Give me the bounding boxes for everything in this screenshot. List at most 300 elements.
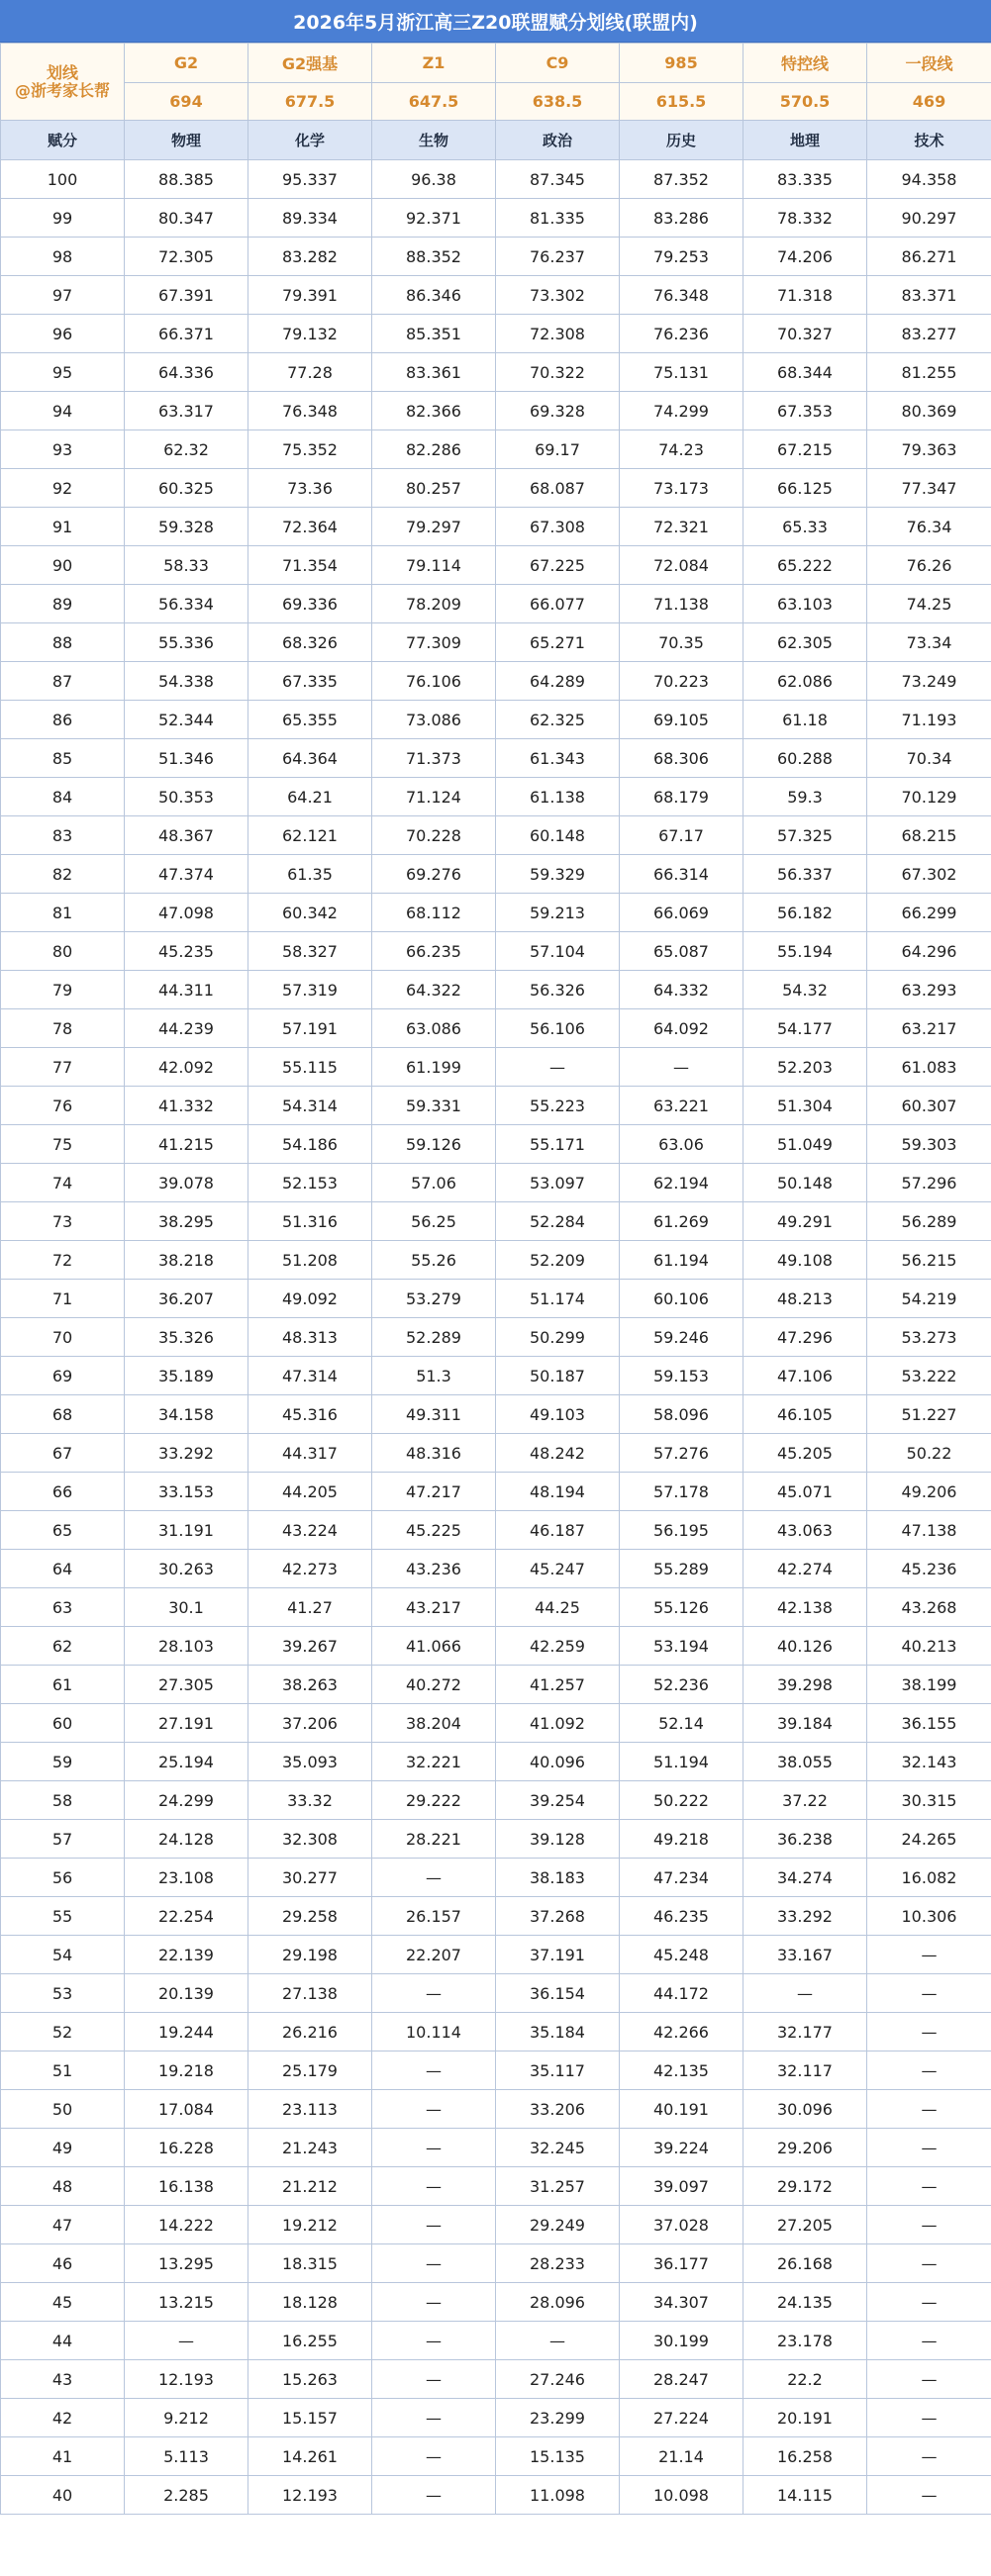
raw-score-cell: 60.106 (620, 1280, 743, 1318)
raw-score-cell: 79.132 (248, 315, 372, 353)
raw-score-cell: 70.129 (867, 778, 991, 816)
raw-score-cell: 76.106 (372, 662, 496, 701)
raw-score-cell: 83.282 (248, 238, 372, 276)
assigned-score-cell: 79 (1, 971, 125, 1009)
raw-score-cell: — (372, 2283, 496, 2322)
raw-score-cell: 56.289 (867, 1202, 991, 1241)
raw-score-cell: 35.184 (496, 2013, 620, 2051)
raw-score-cell: 70.34 (867, 739, 991, 778)
raw-score-cell: 55.223 (496, 1087, 620, 1125)
raw-score-cell: 27.191 (125, 1704, 248, 1743)
column-header: 政治 (496, 121, 620, 160)
raw-score-cell: 5.113 (125, 2437, 248, 2476)
score-line-table (0, 43, 991, 2515)
assigned-score-cell: 40 (1, 2476, 125, 2515)
raw-score-cell: 42.259 (496, 1627, 620, 1666)
raw-score-cell: 39.254 (496, 1781, 620, 1820)
raw-score-cell: 57.06 (372, 1164, 496, 1202)
raw-score-cell: 23.178 (743, 2322, 867, 2360)
raw-score-cell: 53.273 (867, 1318, 991, 1357)
raw-score-cell: 16.228 (125, 2129, 248, 2167)
table-row (1, 2129, 991, 2167)
raw-score-cell: 52.289 (372, 1318, 496, 1357)
raw-score-cell: 81.335 (496, 199, 620, 238)
line-name: Z1 (372, 44, 496, 83)
table-row (1, 315, 991, 353)
raw-score-cell: — (372, 1974, 496, 2013)
line-name: 特控线 (743, 44, 867, 83)
table-row (1, 2283, 991, 2322)
raw-score-cell: 60.307 (867, 1087, 991, 1125)
raw-score-cell: 19.218 (125, 2051, 248, 2090)
assigned-score-cell: 73 (1, 1202, 125, 1241)
raw-score-cell: 71.193 (867, 701, 991, 739)
raw-score-cell: 22.2 (743, 2360, 867, 2399)
raw-score-cell: — (372, 1859, 496, 1897)
raw-score-cell: 67.225 (496, 546, 620, 585)
raw-score-cell: 27.224 (620, 2399, 743, 2437)
assigned-score-cell: 97 (1, 276, 125, 315)
raw-score-cell: 76.237 (496, 238, 620, 276)
raw-score-cell: 52.236 (620, 1666, 743, 1704)
raw-score-cell: 61.35 (248, 855, 372, 894)
raw-score-cell: 61.343 (496, 739, 620, 778)
raw-score-cell: — (372, 2322, 496, 2360)
raw-score-cell: 81.255 (867, 353, 991, 392)
table-row (1, 1202, 991, 1241)
table-body (1, 44, 991, 2515)
raw-score-cell: 41.066 (372, 1627, 496, 1666)
assigned-score-cell: 51 (1, 2051, 125, 2090)
raw-score-cell: 66.069 (620, 894, 743, 932)
table-row (1, 1164, 991, 1202)
raw-score-cell: 64.364 (248, 739, 372, 778)
raw-score-cell: 12.193 (125, 2360, 248, 2399)
assigned-score-cell: 69 (1, 1357, 125, 1395)
raw-score-cell: 32.117 (743, 2051, 867, 2090)
raw-score-cell: 38.055 (743, 1743, 867, 1781)
assigned-score-cell: 76 (1, 1087, 125, 1125)
table-row (1, 238, 991, 276)
raw-score-cell: 64.289 (496, 662, 620, 701)
raw-score-cell: 33.292 (125, 1434, 248, 1473)
raw-score-cell: 61.18 (743, 701, 867, 739)
subject-header-row (1, 121, 991, 160)
raw-score-cell: 67.17 (620, 816, 743, 855)
raw-score-cell: 70.35 (620, 623, 743, 662)
raw-score-cell: 11.098 (496, 2476, 620, 2515)
raw-score-cell: 73.36 (248, 469, 372, 508)
raw-score-cell: 25.179 (248, 2051, 372, 2090)
raw-score-cell: 55.289 (620, 1550, 743, 1588)
raw-score-cell: 67.353 (743, 392, 867, 430)
raw-score-cell: 51.316 (248, 1202, 372, 1241)
table-row (1, 1743, 991, 1781)
raw-score-cell: 29.249 (496, 2206, 620, 2244)
raw-score-cell: 33.32 (248, 1781, 372, 1820)
raw-score-cell: 22.139 (125, 1936, 248, 1974)
assigned-score-cell: 98 (1, 238, 125, 276)
raw-score-cell: 55.26 (372, 1241, 496, 1280)
table-row (1, 2167, 991, 2206)
raw-score-cell: 68.306 (620, 739, 743, 778)
assigned-score-cell: 99 (1, 199, 125, 238)
table-row (1, 2244, 991, 2283)
assigned-score-cell: 52 (1, 2013, 125, 2051)
raw-score-cell: 14.115 (743, 2476, 867, 2515)
raw-score-cell: 29.222 (372, 1781, 496, 1820)
raw-score-cell: 32.143 (867, 1743, 991, 1781)
raw-score-cell: 45.071 (743, 1473, 867, 1511)
raw-score-cell: 56.334 (125, 585, 248, 623)
raw-score-cell: 10.306 (867, 1897, 991, 1936)
raw-score-cell: 70.322 (496, 353, 620, 392)
raw-score-cell: 43.236 (372, 1550, 496, 1588)
raw-score-cell: 74.206 (743, 238, 867, 276)
assigned-score-cell: 56 (1, 1859, 125, 1897)
raw-score-cell: — (372, 2360, 496, 2399)
assigned-score-cell: 62 (1, 1627, 125, 1666)
raw-score-cell: 67.302 (867, 855, 991, 894)
raw-score-cell: 29.258 (248, 1897, 372, 1936)
raw-score-cell: 83.371 (867, 276, 991, 315)
raw-score-cell: 74.23 (620, 430, 743, 469)
raw-score-cell: 82.366 (372, 392, 496, 430)
raw-score-cell: 49.206 (867, 1473, 991, 1511)
raw-score-cell: 35.117 (496, 2051, 620, 2090)
assigned-score-cell: 92 (1, 469, 125, 508)
raw-score-cell: 57.319 (248, 971, 372, 1009)
line-score: 694 (125, 83, 248, 121)
raw-score-cell: 51.3 (372, 1357, 496, 1395)
raw-score-cell: 45.236 (867, 1550, 991, 1588)
raw-score-cell: 52.14 (620, 1704, 743, 1743)
raw-score-cell: 28.221 (372, 1820, 496, 1859)
table-row (1, 1820, 991, 1859)
raw-score-cell: 37.268 (496, 1897, 620, 1936)
raw-score-cell: 16.138 (125, 2167, 248, 2206)
raw-score-cell: 54.314 (248, 1087, 372, 1125)
raw-score-cell: — (372, 2090, 496, 2129)
raw-score-cell: 96.38 (372, 160, 496, 199)
column-header: 生物 (372, 121, 496, 160)
raw-score-cell: 16.258 (743, 2437, 867, 2476)
raw-score-cell: 71.318 (743, 276, 867, 315)
raw-score-cell: 28.233 (496, 2244, 620, 2283)
assigned-score-cell: 64 (1, 1550, 125, 1588)
raw-score-cell: 16.082 (867, 1859, 991, 1897)
assigned-score-cell: 61 (1, 1666, 125, 1704)
table-row (1, 2360, 991, 2399)
raw-score-cell: 56.215 (867, 1241, 991, 1280)
assigned-score-cell: 57 (1, 1820, 125, 1859)
raw-score-cell: 80.347 (125, 199, 248, 238)
raw-score-cell: — (867, 2051, 991, 2090)
assigned-score-cell: 87 (1, 662, 125, 701)
raw-score-cell: 52.344 (125, 701, 248, 739)
raw-score-cell: — (867, 2322, 991, 2360)
raw-score-cell: 49.218 (620, 1820, 743, 1859)
raw-score-cell: 66.125 (743, 469, 867, 508)
raw-score-cell: 37.22 (743, 1781, 867, 1820)
raw-score-cell: 51.346 (125, 739, 248, 778)
raw-score-cell: 56.326 (496, 971, 620, 1009)
raw-score-cell: 62.194 (620, 1164, 743, 1202)
raw-score-cell: 62.325 (496, 701, 620, 739)
raw-score-cell: 68.215 (867, 816, 991, 855)
raw-score-cell: 68.087 (496, 469, 620, 508)
raw-score-cell: 66.371 (125, 315, 248, 353)
raw-score-cell: 59.126 (372, 1125, 496, 1164)
raw-score-cell: 39.267 (248, 1627, 372, 1666)
raw-score-cell: 83.286 (620, 199, 743, 238)
raw-score-cell: 56.25 (372, 1202, 496, 1241)
assigned-score-cell: 75 (1, 1125, 125, 1164)
raw-score-cell: — (867, 2283, 991, 2322)
assigned-score-cell: 58 (1, 1781, 125, 1820)
raw-score-cell: — (867, 2090, 991, 2129)
raw-score-cell: 52.153 (248, 1164, 372, 1202)
raw-score-cell: 37.191 (496, 1936, 620, 1974)
corner-label: 划线 (46, 62, 78, 82)
raw-score-cell: 63.06 (620, 1125, 743, 1164)
raw-score-cell: 41.215 (125, 1125, 248, 1164)
assigned-score-cell: 83 (1, 816, 125, 855)
raw-score-cell: 67.308 (496, 508, 620, 546)
page-title: 2026年5月浙江高三Z20联盟赋分划线(联盟内) (0, 0, 991, 43)
assigned-score-cell: 93 (1, 430, 125, 469)
corner-cell (1, 44, 125, 121)
raw-score-cell: 71.373 (372, 739, 496, 778)
raw-score-cell: 52.284 (496, 1202, 620, 1241)
raw-score-cell: 15.157 (248, 2399, 372, 2437)
raw-score-cell: 72.321 (620, 508, 743, 546)
table-row (1, 1434, 991, 1473)
raw-score-cell: 38.263 (248, 1666, 372, 1704)
raw-score-cell: 61.083 (867, 1048, 991, 1087)
table-row (1, 160, 991, 199)
table-row (1, 469, 991, 508)
raw-score-cell: 33.167 (743, 1936, 867, 1974)
raw-score-cell: 50.187 (496, 1357, 620, 1395)
raw-score-cell: 45.235 (125, 932, 248, 971)
raw-score-cell: 36.238 (743, 1820, 867, 1859)
column-header: 化学 (248, 121, 372, 160)
raw-score-cell: 63.086 (372, 1009, 496, 1048)
raw-score-cell: 65.087 (620, 932, 743, 971)
assigned-score-cell: 65 (1, 1511, 125, 1550)
raw-score-cell: 23.113 (248, 2090, 372, 2129)
raw-score-cell: 79.363 (867, 430, 991, 469)
table-row (1, 2399, 991, 2437)
raw-score-cell: 38.204 (372, 1704, 496, 1743)
line-score: 647.5 (372, 83, 496, 121)
raw-score-cell: 14.261 (248, 2437, 372, 2476)
table-row (1, 932, 991, 971)
table-row (1, 2206, 991, 2244)
raw-score-cell: 68.112 (372, 894, 496, 932)
raw-score-cell: 47.296 (743, 1318, 867, 1357)
column-header: 赋分 (1, 121, 125, 160)
raw-score-cell: — (867, 2129, 991, 2167)
raw-score-cell: 34.158 (125, 1395, 248, 1434)
raw-score-cell: 34.307 (620, 2283, 743, 2322)
raw-score-cell: 64.332 (620, 971, 743, 1009)
raw-score-cell: 54.219 (867, 1280, 991, 1318)
raw-score-cell: 60.342 (248, 894, 372, 932)
raw-score-cell: 51.049 (743, 1125, 867, 1164)
raw-score-cell: 67.335 (248, 662, 372, 701)
table-row (1, 1473, 991, 1511)
line-name: G2 (125, 44, 248, 83)
assigned-score-cell: 94 (1, 392, 125, 430)
raw-score-cell: 23.299 (496, 2399, 620, 2437)
raw-score-cell: — (620, 1048, 743, 1087)
raw-score-cell: 21.212 (248, 2167, 372, 2206)
assigned-score-cell: 54 (1, 1936, 125, 1974)
raw-score-cell: 61.269 (620, 1202, 743, 1241)
raw-score-cell: 63.317 (125, 392, 248, 430)
assigned-score-cell: 46 (1, 2244, 125, 2283)
table-row (1, 894, 991, 932)
raw-score-cell: 44.25 (496, 1588, 620, 1627)
raw-score-cell: 28.247 (620, 2360, 743, 2399)
assigned-score-cell: 84 (1, 778, 125, 816)
assigned-score-cell: 71 (1, 1280, 125, 1318)
assigned-score-cell: 41 (1, 2437, 125, 2476)
raw-score-cell: 41.27 (248, 1588, 372, 1627)
raw-score-cell: 48.313 (248, 1318, 372, 1357)
assigned-score-cell: 70 (1, 1318, 125, 1357)
raw-score-cell: 74.299 (620, 392, 743, 430)
raw-score-cell: 71.138 (620, 585, 743, 623)
raw-score-cell: 66.299 (867, 894, 991, 932)
raw-score-cell: 80.257 (372, 469, 496, 508)
table-row (1, 1511, 991, 1550)
raw-score-cell: 77.309 (372, 623, 496, 662)
raw-score-cell: 58.096 (620, 1395, 743, 1434)
raw-score-cell: 50.148 (743, 1164, 867, 1202)
assigned-score-cell: 60 (1, 1704, 125, 1743)
raw-score-cell: 76.34 (867, 508, 991, 546)
raw-score-cell: 26.157 (372, 1897, 496, 1936)
raw-score-cell: 73.302 (496, 276, 620, 315)
raw-score-cell: 39.298 (743, 1666, 867, 1704)
raw-score-cell: 61.199 (372, 1048, 496, 1087)
raw-score-cell: 53.279 (372, 1280, 496, 1318)
raw-score-cell: 53.194 (620, 1627, 743, 1666)
raw-score-cell: 53.097 (496, 1164, 620, 1202)
raw-score-cell: — (372, 2244, 496, 2283)
table-row (1, 1897, 991, 1936)
raw-score-cell: 51.194 (620, 1743, 743, 1781)
raw-score-cell: 76.26 (867, 546, 991, 585)
raw-score-cell: 63.217 (867, 1009, 991, 1048)
raw-score-cell: — (372, 2129, 496, 2167)
assigned-score-cell: 68 (1, 1395, 125, 1434)
raw-score-cell: 56.106 (496, 1009, 620, 1048)
raw-score-cell: 31.191 (125, 1511, 248, 1550)
raw-score-cell: 60.148 (496, 816, 620, 855)
raw-score-cell: 37.028 (620, 2206, 743, 2244)
raw-score-cell: 36.154 (496, 1974, 620, 2013)
raw-score-cell: 51.174 (496, 1280, 620, 1318)
raw-score-cell: 73.173 (620, 469, 743, 508)
raw-score-cell: — (867, 2013, 991, 2051)
raw-score-cell: 19.244 (125, 2013, 248, 2051)
raw-score-cell: 45.205 (743, 1434, 867, 1473)
assigned-score-cell: 85 (1, 739, 125, 778)
raw-score-cell: 30.1 (125, 1588, 248, 1627)
raw-score-cell: 42.274 (743, 1550, 867, 1588)
raw-score-cell: 30.096 (743, 2090, 867, 2129)
raw-score-cell: 68.326 (248, 623, 372, 662)
raw-score-cell: 26.216 (248, 2013, 372, 2051)
raw-score-cell: 35.093 (248, 1743, 372, 1781)
raw-score-cell: 14.222 (125, 2206, 248, 2244)
line-name: C9 (496, 44, 620, 83)
raw-score-cell: 22.254 (125, 1897, 248, 1936)
raw-score-cell: 52.203 (743, 1048, 867, 1087)
raw-score-cell: 34.274 (743, 1859, 867, 1897)
raw-score-cell: 40.191 (620, 2090, 743, 2129)
raw-score-cell: 72.084 (620, 546, 743, 585)
raw-score-cell: 59.303 (867, 1125, 991, 1164)
raw-score-cell: 54.177 (743, 1009, 867, 1048)
raw-score-cell: 57.191 (248, 1009, 372, 1048)
raw-score-cell: 69.105 (620, 701, 743, 739)
raw-score-cell: 27.205 (743, 2206, 867, 2244)
line-score: 638.5 (496, 83, 620, 121)
raw-score-cell: 76.236 (620, 315, 743, 353)
raw-score-cell: 59.3 (743, 778, 867, 816)
raw-score-cell: 49.108 (743, 1241, 867, 1280)
raw-score-cell: 65.222 (743, 546, 867, 585)
table-row (1, 392, 991, 430)
table-row (1, 1974, 991, 2013)
assigned-score-cell: 80 (1, 932, 125, 971)
table-row (1, 2090, 991, 2129)
raw-score-cell: 35.189 (125, 1357, 248, 1395)
raw-score-cell: 49.103 (496, 1395, 620, 1434)
line-score: 469 (867, 83, 991, 121)
raw-score-cell: — (125, 2322, 248, 2360)
assigned-score-cell: 90 (1, 546, 125, 585)
raw-score-cell: 25.194 (125, 1743, 248, 1781)
raw-score-cell: 66.314 (620, 855, 743, 894)
raw-score-cell: 92.371 (372, 199, 496, 238)
line-name: 985 (620, 44, 743, 83)
table-row (1, 1859, 991, 1897)
assigned-score-cell: 59 (1, 1743, 125, 1781)
table-row (1, 739, 991, 778)
raw-score-cell: 57.325 (743, 816, 867, 855)
raw-score-cell: 27.138 (248, 1974, 372, 2013)
assigned-score-cell: 88 (1, 623, 125, 662)
raw-score-cell: 30.263 (125, 1550, 248, 1588)
raw-score-cell: 55.115 (248, 1048, 372, 1087)
raw-score-cell: 33.153 (125, 1473, 248, 1511)
raw-score-cell: 15.135 (496, 2437, 620, 2476)
raw-score-cell: 37.206 (248, 1704, 372, 1743)
raw-score-cell: 43.224 (248, 1511, 372, 1550)
raw-score-cell: 38.295 (125, 1202, 248, 1241)
raw-score-cell: 58.33 (125, 546, 248, 585)
table-row (1, 1936, 991, 1974)
table-row (1, 1781, 991, 1820)
assigned-score-cell: 66 (1, 1473, 125, 1511)
table-row (1, 1588, 991, 1627)
